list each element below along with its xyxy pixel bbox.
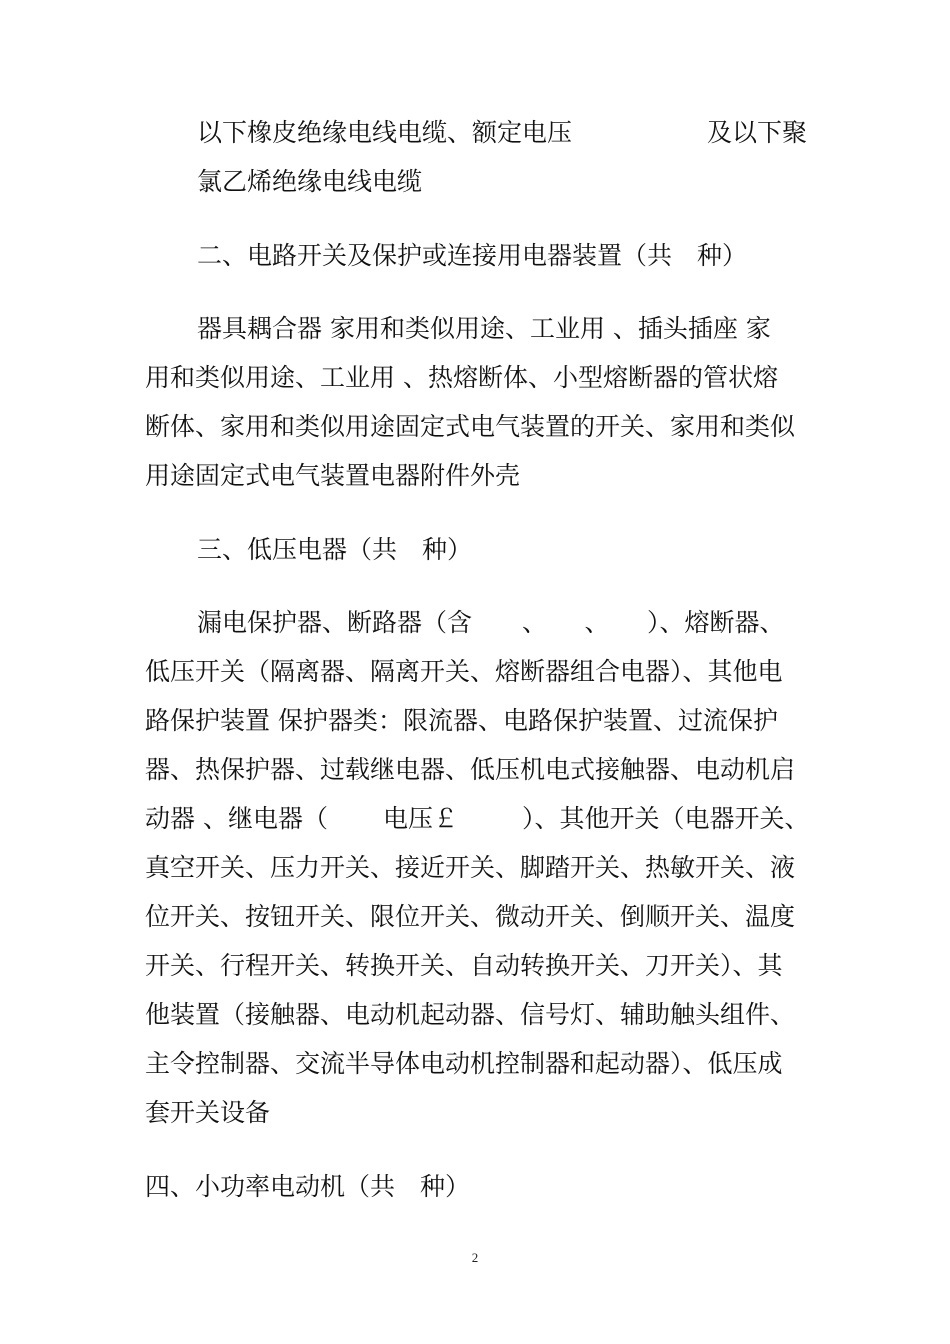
- text-line: 主令控制器、交流半导体电动机控制器和起动器）、低压成: [145, 1049, 783, 1078]
- text-line: 用途固定式电气装置电器附件外壳: [145, 461, 521, 490]
- text-line: 电压￡: [383, 804, 459, 833]
- text-line: 位开关、按钮开关、限位开关、微动开关、倒顺开关、温度: [145, 902, 796, 931]
- text-line: 开关、行程开关、转换开关、自动转换开关、刀开关）、其: [145, 951, 783, 980]
- text-line: 套开关设备: [145, 1098, 271, 1127]
- text-line: 动器 、继电器（: [145, 804, 328, 833]
- text-line: 路保护装置 保护器类：限流器、电路保护装置、过流保护: [145, 706, 778, 735]
- text-line: 氯乙烯绝缘电线电缆: [197, 167, 423, 196]
- text-line: 真空开关、压力开关、接近开关、脚踏开关、热敏开关、液: [145, 853, 796, 882]
- text-line: 他装置（接触器、电动机起动器、信号灯、辅助触头组件、: [145, 1000, 796, 1029]
- text-line: 以下橡皮绝缘电线电缆、额定电压: [197, 118, 573, 147]
- text-line: 及以下聚: [707, 118, 808, 147]
- section-heading: 二、电路开关及保护或连接用电器装置（共 种）: [197, 241, 748, 270]
- text-line: 低压开关（隔离器、隔离开关、熔断器组合电器）、其他电: [145, 657, 783, 686]
- text-line: 断体、家用和类似用途固定式电气装置的开关、家用和类似: [145, 412, 796, 441]
- page-number: 2: [471, 1250, 479, 1265]
- section-heading: 三、低压电器（共 种）: [197, 535, 473, 564]
- text-line: 器具耦合器 家用和类似用途、工业用 、插头插座 家: [197, 314, 771, 343]
- section-heading: 四、小功率电动机（共 种）: [145, 1172, 471, 1201]
- text-line: ）、其他开关（电器开关、: [522, 804, 810, 833]
- text-line: 漏电保护器、断路器（含 、 、 ）、熔断器、: [197, 608, 785, 637]
- text-line: 用和类似用途、工业用 、热熔断体、小型熔断器的管状熔: [145, 363, 778, 392]
- text-line: 器、热保护器、过载继电器、低压机电式接触器、电动机启: [145, 755, 796, 784]
